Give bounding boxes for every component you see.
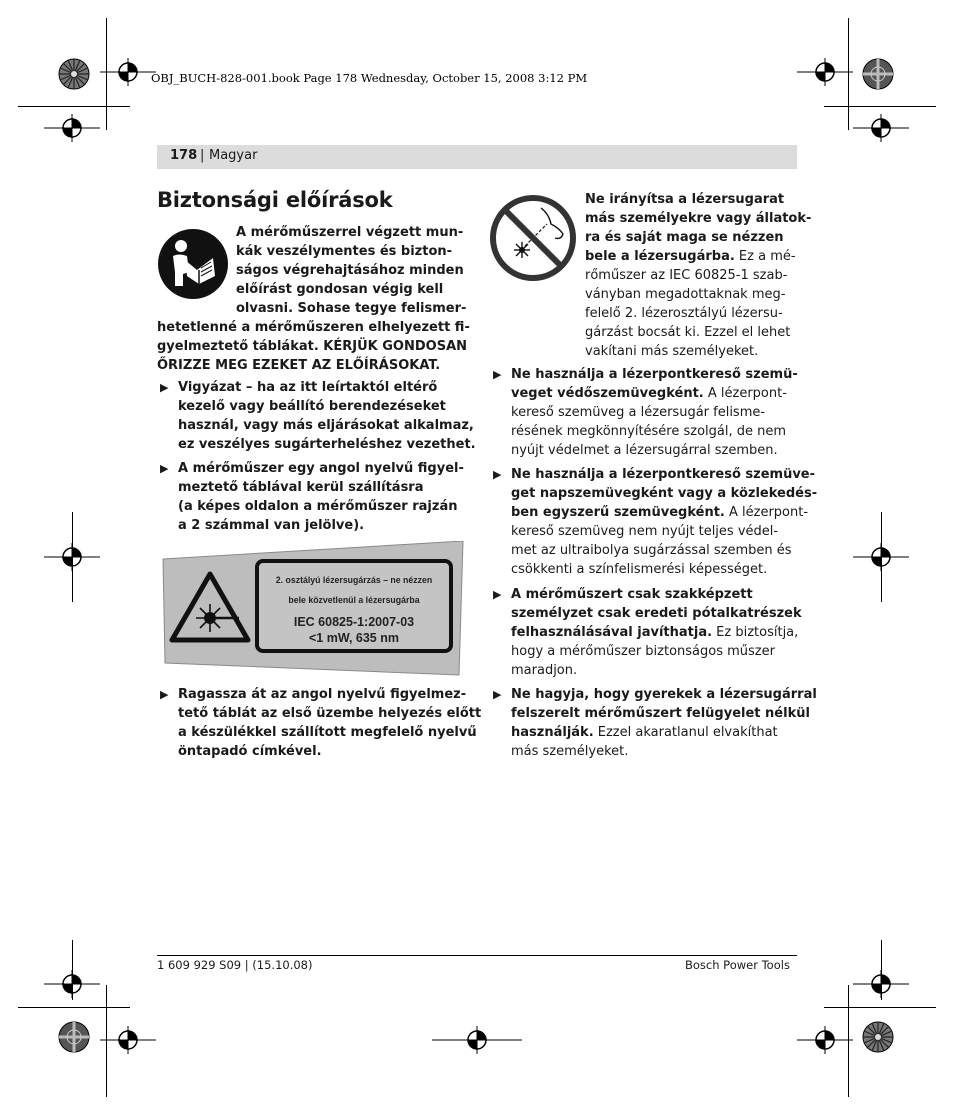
bullet-line: kereső szemüveg nem nyújt teljes védel-	[511, 524, 779, 539]
page-title: Biztonsági előírások	[157, 188, 393, 212]
normal-phrase: Ez a mé-	[734, 249, 796, 264]
section-name: Magyar	[209, 148, 258, 163]
bullet-line: Ne hagyja, hogy gyerekek a lézersugárral	[511, 687, 817, 702]
bullet-line: kereső szemüveg a lézersugár felisme-	[511, 405, 766, 420]
bold-phrase: bele a lézersugárba.	[585, 249, 735, 264]
footer-rule	[157, 955, 797, 956]
bold-phrase: ben egyszerű szemüvegként.	[511, 505, 725, 520]
bullet-line: A mérőműszer egy angol nyelvű figyel-	[178, 461, 464, 476]
bullet-line: get napszemüvegként vagy a közlekedés-	[511, 486, 818, 501]
bullet-line: Ne használja a lézerpontkereső szemüve-	[511, 467, 816, 482]
bold-phrase: felhasználásával javíthatja.	[511, 625, 713, 640]
color-rosette-icon	[862, 1021, 894, 1053]
bullet-line: Vigyázat – ha az itt leírtaktól eltérő	[178, 380, 438, 395]
normal-phrase: Ezzel akaratlanul elvakíthat	[593, 725, 778, 740]
bullet-arrow-icon: ▶	[160, 688, 169, 701]
right-intro-line: felelő 2. lézerosztályú lézersu-	[585, 306, 783, 321]
registration-mark-icon	[432, 1026, 522, 1054]
bullet-arrow-icon: ▶	[493, 468, 502, 481]
color-rosette-icon	[862, 58, 894, 90]
color-rosette-icon	[58, 1021, 90, 1053]
bullet-line: (a képes oldalon a mérőműszer rajzán	[178, 499, 458, 514]
registration-mark-icon	[797, 58, 853, 86]
footer-doc-number: 1 609 929 S09 | (15.10.08)	[157, 958, 313, 972]
bullet-line	[511, 384, 787, 403]
bullet-line: kezelő vagy beállító berendezéseket	[178, 399, 446, 414]
right-intro-line: vakítani más személyeket.	[585, 344, 759, 359]
right-intro-line: rőműszer az IEC 60825-1 szab-	[585, 268, 788, 283]
intro-line: hetetlenné a mérőműszeren elhelyezett fi-	[157, 320, 470, 335]
right-intro-line	[585, 247, 796, 266]
right-intro-line: ványban megadottaknak meg-	[585, 287, 786, 302]
registration-mark-icon	[44, 114, 100, 142]
bullet-line	[511, 723, 778, 742]
bullet-line: a 2 számmal van jelölve).	[178, 518, 365, 533]
intro-line: ságos végrehajtásához minden	[236, 263, 464, 278]
right-intro-line: más személyekre vagy állatok-	[585, 211, 812, 226]
bullet-line: Ragassza át az angol nyelvű figyelmez-	[178, 687, 467, 702]
normal-phrase: A lézerpont-	[703, 386, 787, 401]
registration-mark-icon	[100, 1026, 156, 1054]
right-intro-line: Ne irányítsa a lézersugarat	[585, 192, 785, 207]
no-laser-at-eyes-icon	[489, 194, 577, 282]
bullet-line: maradjon.	[511, 663, 578, 678]
label-line-2: bele közvetlenül a lézersugárba	[288, 595, 420, 606]
footer-brand: Bosch Power Tools	[685, 958, 790, 972]
normal-phrase: A lézerpont-	[724, 505, 809, 520]
bullet-line: felszerelt mérőműszert felügyelet nélkül	[511, 706, 810, 721]
bullet-line: met az ultraibolya sugárzással szemben és	[511, 543, 792, 558]
registration-mark-icon	[797, 1026, 853, 1054]
bullet-line: résének megkönnyítésére szolgál, de nem	[511, 424, 787, 439]
bullet-arrow-icon: ▶	[160, 462, 169, 475]
page-number: 178	[170, 148, 198, 163]
color-rosette-icon	[58, 58, 90, 90]
intro-line: kák veszélymentes és bizton-	[236, 244, 453, 259]
header-separator: |	[200, 148, 205, 163]
intro-line: A mérőműszerrel végzett mun-	[236, 225, 464, 240]
bullet-line: személyzet csak eredeti pótalkatrészek	[511, 606, 802, 621]
bullet-line: használ, vagy más eljárásokat alkalmaz,	[178, 418, 474, 433]
bullet-arrow-icon: ▶	[493, 368, 502, 381]
laser-warning-triangle-icon	[169, 571, 251, 643]
right-intro-line: ra és saját maga se nézzen	[585, 230, 784, 245]
bullet-line: meztető táblával kerül szállításra	[178, 480, 424, 495]
label-line-3: IEC 60825-1:2007-03	[293, 615, 415, 629]
bullet-line: nyújt védelmet a lézersugárral szemben.	[511, 443, 778, 458]
intro-line: olvasni. Sohase tegye felismer-	[236, 301, 467, 316]
label-line-1: 2. osztályú lézersugárzás – ne nézzen	[275, 575, 433, 586]
bullet-line	[511, 503, 808, 522]
label-text-box	[255, 559, 453, 653]
registration-mark-icon	[853, 114, 909, 142]
bullet-arrow-icon: ▶	[160, 381, 169, 394]
bullet-arrow-icon: ▶	[493, 688, 502, 701]
bullet-line: csökkenti a színfelismerési képességet.	[511, 562, 768, 577]
bullet-line: tető táblát az első üzembe helyezés előtt	[178, 706, 482, 721]
intro-line: ŐRIZZE MEG EZEKET AZ ELŐÍRÁSOKAT.	[157, 358, 441, 373]
bullet-line: más személyeket.	[511, 744, 629, 759]
bullet-arrow-icon: ▶	[493, 588, 502, 601]
bullet-line: ez veszélyes sugárterheléshez vezethet.	[178, 437, 476, 452]
bullet-line: hogy a mérőműszer biztonságos műszer	[511, 644, 775, 659]
print-info-line: OBJ_BUCH-828-001.book Page 178 Wednesday, October 15, 2008 3:12 PM	[151, 71, 588, 85]
warning-label	[161, 541, 466, 679]
bullet-line: öntapadó címkével.	[178, 744, 322, 759]
label-line-4: <1 mW, 635 nm	[309, 631, 399, 645]
right-intro-line: gárzást bocsát ki. Ezzel el lehet	[585, 325, 791, 340]
bullet-line: Ne használja a lézerpontkereső szemü-	[511, 367, 798, 382]
bullet-line	[511, 623, 798, 642]
intro-line: előírást gondosan végig kell	[236, 282, 444, 297]
bullet-line: A mérőműszert csak szakképzett	[511, 587, 753, 602]
normal-phrase: Ez biztosítja,	[712, 625, 799, 640]
page-header	[157, 145, 797, 169]
intro-line: gyelmeztető táblákat. KÉRJÜK GONDOSAN	[157, 339, 468, 354]
bold-phrase: veget védőszemüvegként.	[511, 386, 704, 401]
bold-phrase: használják.	[511, 725, 594, 740]
read-manual-icon	[157, 228, 229, 300]
bullet-line: a készülékkel szállított megfelelő nyelvű	[178, 725, 477, 740]
registration-mark-icon	[100, 58, 156, 86]
